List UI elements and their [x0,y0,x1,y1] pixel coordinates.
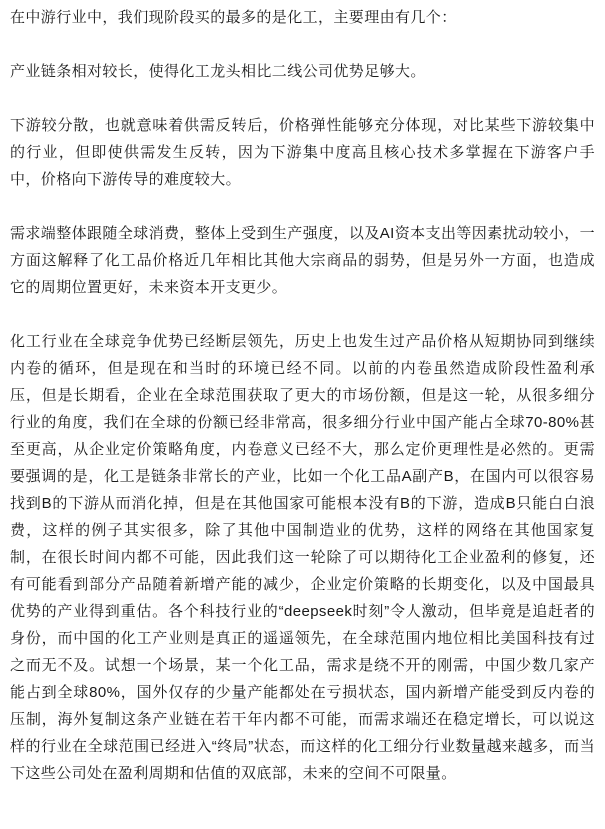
paragraph-intro: 在中游行业中，我们现阶段买的最多的是化工，主要理由有几个： [10,9,457,26]
paragraph-reason-demand-side: 需求端整体跟随全球消费，整体上受到生产强度，以及AI资本支出等因素扰动较小，一方面这解释了化工品价格近几年相比其他大宗商品的弱势，但是另外一方面，也造成它的周期位置更好，未来资本开支更少。 [10,225,595,296]
paragraph-global-competitiveness: 化工行业在全球竞争优势已经断层领先，历史上也发生过产品价格从短期协同到继续内卷的循环，但是现在和当时的环境已经不同。以前的内卷虽然造成阶段性盈利承压，但是长期看，企业在全球范围获取了更大的市场份额，但是这一轮，从很多细分行业的角度，我们在全球的份额已经非常高，很多细分行业中国产能占全球70-80%甚至更高，从企业定价策略角度，内卷意义已经不大，那么定价更理性是必然的。更需要强调的是，化工是链条非常长的产业，比如一个化工品A副产B，在国内可以很容易找到B的下游从而消化掉，但是在其他国家可能根本没有B的下游，造成B只能白白浪费，这样的例子其实很多，除了其他中国制造业的优势，这样的网络在其他国家复制，在很长时间内都不可能，因此我们这一轮除了可以期待化工企业盈利的修复，还有可能看到部分产品随着新增产能的减少，企业定价策略的长期变化，以及中国最具优势的产业得到重估。各个科技行业的“deepseek时刻”令人激动，但毕竟是追赶者的身份，而中国的化工产业则是真正的遥遥领先，在全球范围内地位相比美国科技有过之而无不及。试想一个场景，某一个化工品，需求是绕不开的刚需，中国少数几家产能占到全球80%，国外仅存的少量产能都处在亏损状态，国内新增产能受到反内卷的压制，海外复制这条产业链在若干年内都不可能，而需求端还在稳定增长，可以说这样的行业在全球范围已经进入“终局”状态，而这样的化工细分行业数量越来越多，而当下这些公司处在盈利周期和估值的双底部，未来的空间不可限量。 [10,333,595,782]
paragraph-reason-chain-length: 产业链条相对较长，使得化工龙头相比二线公司优势足够大。 [10,63,426,80]
paragraph-reason-downstream-dispersion: 下游较分散，也就意味着供需反转后，价格弹性能够充分体现，对比某些下游较集中的行业，但即使供需发生反转，因为下游集中度高且核心技术多掌握在下游客户手中，价格向下游传导的难度较大。 [10,117,595,188]
